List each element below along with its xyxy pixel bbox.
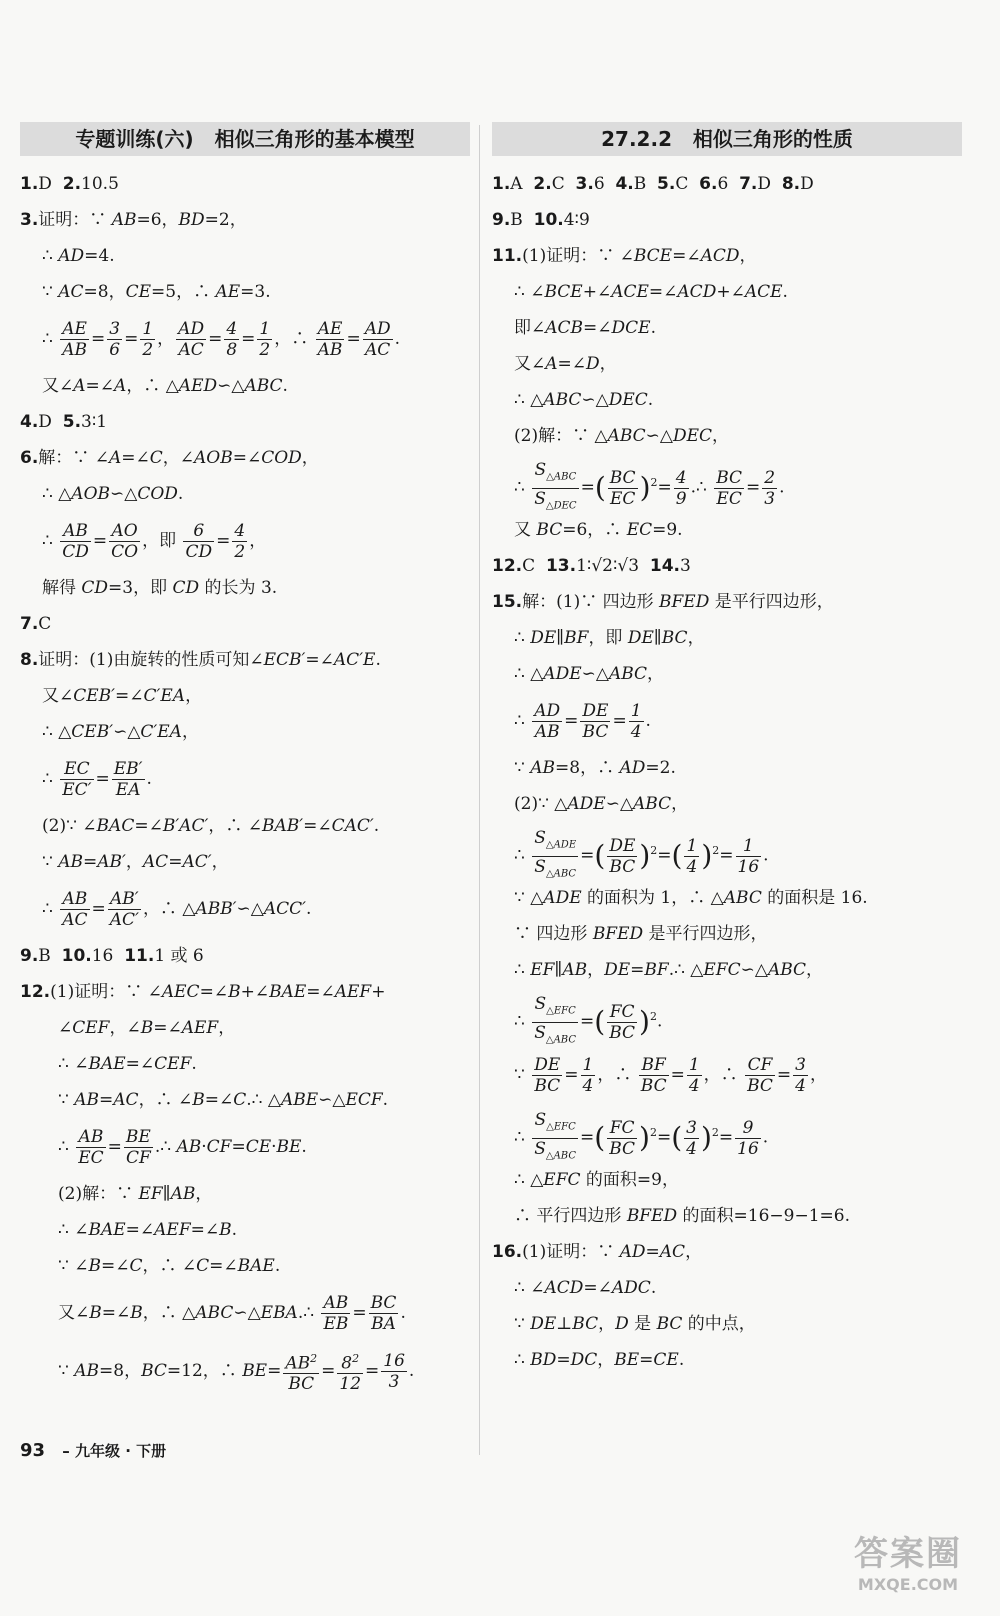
answer-line: ∴ $\frac{EC}{EC'}$ = $\frac{EB'}{EA}$ . — [42, 759, 152, 800]
answer-line: 9.B 10.4∶9 — [492, 210, 590, 230]
answer-line: ∴ 平行四边形 BFED 的面积=16−9−1=6. — [514, 1206, 851, 1226]
section-header-left: 专题训练(六) 相似三角形的基本模型 — [20, 122, 470, 156]
answer-line: ∵ AB=AC，∴ ∠B=∠C.∴ △ABE∽△ECF. — [58, 1090, 389, 1110]
watermark-logo — [838, 1526, 978, 1594]
watermark-text: 答案圈 — [854, 1534, 962, 1574]
answer-line: ∵ △ADE 的面积为 1，∴ △ABC 的面积是 16. — [514, 888, 868, 908]
answer-line: 9.B 10.16 11.1 或 6 — [20, 946, 204, 966]
answer-line: 11.(1)证明：∵ ∠BCE=∠ACD， — [492, 246, 757, 266]
answer-line: 又∠A=∠A，∴ △AED∽△ABC. — [42, 376, 288, 396]
answer-line: ∴ $\frac{AB}{CD}$ = $\frac{AO}{CO}$ ，即 $\frac{6}{CD}$ = $\frac{4}{2}$ ， — [42, 521, 267, 562]
footer-dash: – — [62, 1442, 70, 1460]
answer-line: ∵ AB=8，∴ AD=2. — [514, 758, 676, 778]
answer-line: (2)∵ △ADE∽△ABC， — [514, 794, 689, 814]
answer-line: ∴ DE∥BF，即 DE∥BC， — [514, 628, 705, 648]
answer-line: ∴ △AOB∽△COD. — [42, 484, 184, 504]
answer-line: ∴ $\frac{S_{\triangle ADE}}{S_{\triangle ABC}}$ =( $\frac{DE}{BC}$ )$^2$=( $\frac{1}{4}$ )$^2$= $\frac{1}{16}$ . — [514, 828, 769, 880]
answer-line: 又 BC=6，∴ EC=9. — [514, 520, 683, 540]
answer-line: 7.C — [20, 614, 52, 634]
section-header-right: 27.2.2 相似三角形的性质 — [492, 122, 962, 156]
column-divider — [479, 125, 480, 1455]
answer-line: 又∠B=∠B，∴ △ABC∽△EBA.∴ $\frac{AB}{EB}$ = $\frac{BC}{BA}$ . — [58, 1293, 406, 1334]
page-number: 93 — [20, 1440, 46, 1461]
answer-line: (2)解：∵ EF∥AB， — [58, 1184, 213, 1204]
answer-line: 12.C 13.1∶√2∶√3 14.3 — [492, 556, 691, 576]
answer-line: ∵ AB=8，BC=12，∴ BE= $\frac{AB^2}{BC}$ = $\frac{8^2}{12}$ = $\frac{16}{3}$ . — [20, 1342, 470, 1400]
answer-line: 解得 CD=3，即 CD 的长为 3. — [42, 578, 278, 598]
answer-line: 又∠CEB′=∠C′EA， — [42, 686, 203, 706]
answer-line: ∵ AC=8，CE=5，∴ AE=3. — [42, 282, 271, 302]
answer-line: (2)解：∵ △ABC∽△DEC， — [514, 426, 730, 446]
answer-line: ∵ AB=AB′，AC=AC′， — [42, 852, 229, 872]
answer-line: 1.A 2.C 3.6 4.B 5.C 6.6 7.D 8.D — [492, 174, 814, 194]
answer-line: 3.证明：∵ AB=6，BD=2， — [20, 210, 247, 230]
answer-line: 12.(1)证明：∵ ∠AEC=∠B+∠BAE=∠AEF+ — [20, 982, 386, 1002]
answer-line: (2)∵ ∠BAC=∠B′AC′，∴ ∠BAB′=∠CAC′. — [42, 816, 380, 836]
answer-line: ∴ △ABC∽△DEC. — [514, 390, 654, 410]
answer-line: ∵ 四边形 BFED 是平行四边形， — [514, 924, 768, 944]
answer-line: ∴ ∠BAE=∠AEF=∠B. — [58, 1220, 238, 1240]
answer-line: 1.D 2.10.5 — [20, 174, 119, 194]
answer-line: ∴ △EFC 的面积=9， — [514, 1170, 679, 1190]
answer-line: ∴ $\frac{S_{\triangle ABC}}{S_{\triangle DEC}}$ =( $\frac{BC}{EC}$ )$^2$= $\frac{4}{9}$ .∴ $\frac{BC}{EC}$ = $\frac{2}{3}$ . — [514, 460, 785, 512]
page-footer — [20, 1440, 166, 1461]
answer-line: ∴ ∠BAE=∠CEF. — [58, 1054, 197, 1074]
answer-line: 16.(1)证明：∵ AD=AC， — [492, 1242, 703, 1262]
answer-line: ∴ $\frac{AE}{AB}$ = $\frac{3}{6}$ = $\frac{1}{2}$ ， $\frac{AD}{AC}$ = $\frac{4}{8}$ = $\frac{1}{2}$ ，∴ $\frac{AE}{AB}$ = $\frac{AD}{AC}$ . — [42, 319, 401, 360]
answer-line: 15.解：(1)∵ 四边形 BFED 是平行四边形， — [492, 592, 834, 612]
watermark-url: MXQE.COM — [857, 1575, 959, 1594]
answer-line: ∴ BD=DC，BE=CE. — [514, 1350, 685, 1370]
answer-line: ∵ ∠B=∠C，∴ ∠C=∠BAE. — [58, 1256, 281, 1276]
answer-line: 又∠A=∠D， — [514, 354, 617, 374]
left-column — [20, 122, 470, 1400]
answer-line: ∴ △ADE∽△ABC， — [514, 664, 665, 684]
answer-line: ∠CEF，∠B=∠AEF， — [58, 1018, 236, 1038]
answer-line: 4.D 5.3∶1 — [20, 412, 108, 432]
answer-line: ∴ ∠BCE+∠ACE=∠ACD+∠ACE. — [514, 282, 788, 302]
answer-line: ∴ $\frac{AB}{EC}$ = $\frac{BE}{CF}$ .∴ AB·CF=CE·BE. — [58, 1127, 307, 1168]
answer-line: 6.解：∵ ∠A=∠C，∠AOB=∠COD， — [20, 448, 319, 468]
answer-line: ∴ $\frac{S_{\triangle EFC}}{S_{\triangle ABC}}$ =( $\frac{FC}{BC}$ )$^2$. — [514, 994, 663, 1046]
answer-line: 即∠ACB=∠DCE. — [514, 318, 656, 338]
answer-line: ∴ AD=4. — [42, 246, 115, 266]
right-column — [492, 122, 962, 1378]
answer-line: ∵ DE⊥BC，D 是 BC 的中点， — [514, 1314, 756, 1334]
answer-line: ∴ $\frac{S_{\triangle EFC}}{S_{\triangle ABC}}$ =( $\frac{FC}{BC}$ )$^2$=( $\frac{3}{4}$ )$^2$= $\frac{9}{16}$ . — [514, 1110, 769, 1162]
answer-line: ∵ $\frac{DE}{BC}$ = $\frac{1}{4}$ ，∴ $\frac{BF}{BC}$ = $\frac{1}{4}$ ，∴ $\frac{CF}{BC}$ = $\frac{3}{4}$ ， — [514, 1055, 827, 1096]
answer-line: ∴ △CEB′∽△C′EA， — [42, 722, 199, 742]
answer-line: ∴ $\frac{AD}{AB}$ = $\frac{DE}{BC}$ = $\frac{1}{4}$ . — [514, 701, 651, 742]
footer-grade: 九年级 · 下册 — [75, 1442, 167, 1460]
answer-line: ∴ $\frac{AB}{AC}$ = $\frac{AB'}{AC'}$ ，∴ △ABB′∽△ACC′. — [42, 889, 312, 930]
answer-line: ∴ EF∥AB，DE=BF.∴ △EFC∽△ABC， — [514, 960, 824, 980]
answer-line: ∴ ∠ACD=∠ADC. — [514, 1278, 657, 1298]
answer-line: 8.证明：(1)由旋转的性质可知∠ECB′=∠AC′E. — [20, 650, 381, 670]
